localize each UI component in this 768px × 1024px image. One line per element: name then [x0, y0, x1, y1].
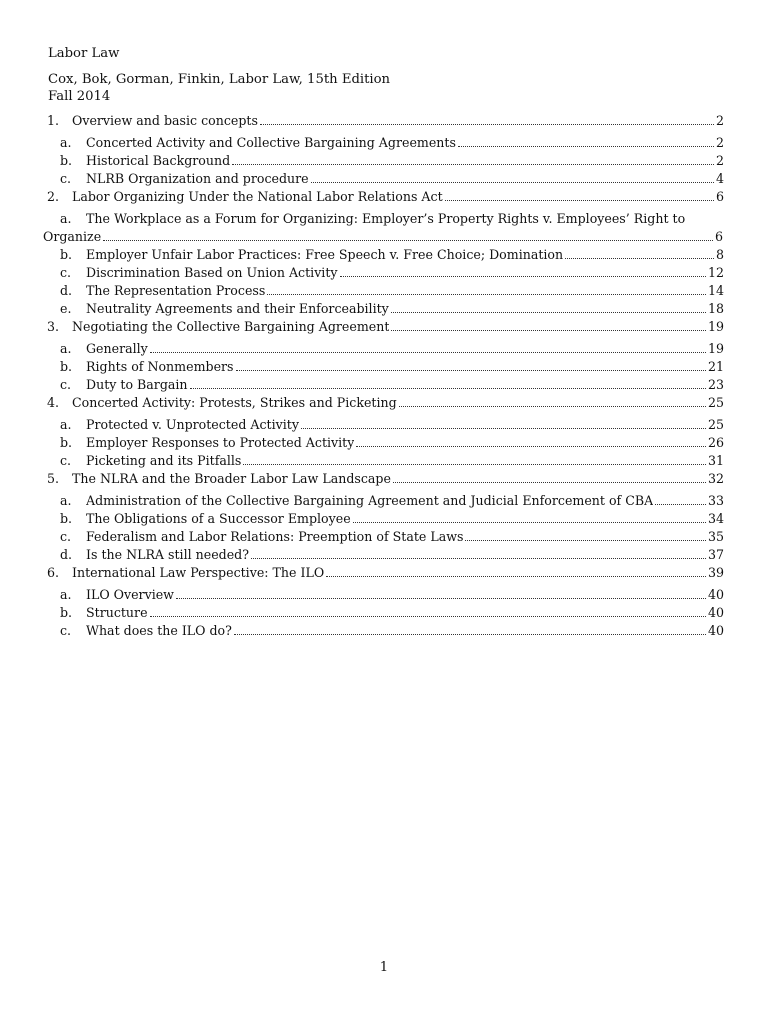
- dot-leader: [103, 240, 713, 241]
- dot-leader: [176, 598, 706, 599]
- toc-page-number: 4: [715, 171, 724, 186]
- toc-page-number: 39: [707, 565, 724, 580]
- toc-title: Overview and basic concepts: [72, 113, 258, 128]
- toc-page-number: 12: [707, 265, 724, 280]
- toc-page-number: 14: [707, 283, 724, 298]
- toc-label: b.: [60, 605, 73, 620]
- toc-label: b.: [60, 511, 73, 526]
- toc-page-number: 2: [715, 153, 724, 168]
- toc-label: b.: [60, 359, 73, 374]
- toc-page-number: 23: [707, 377, 724, 392]
- toc-label: 2.: [47, 189, 60, 204]
- toc-page-number: 32: [707, 471, 724, 486]
- toc-subsection[interactable]: [44, 340, 724, 358]
- toc-label: d.: [60, 547, 73, 562]
- toc-subsection[interactable]: [44, 492, 724, 510]
- toc-page-number: 31: [707, 453, 724, 468]
- toc-subsection[interactable]: [44, 546, 724, 564]
- dot-leader: [391, 312, 706, 313]
- dot-leader: [356, 446, 706, 447]
- toc-page-number: 8: [715, 247, 724, 262]
- toc-page-number: 2: [715, 113, 724, 128]
- toc-subsection[interactable]: [44, 246, 724, 264]
- toc-page-number: 37: [707, 547, 724, 562]
- toc-page-number: 25: [707, 395, 724, 410]
- toc-subsection[interactable]: [44, 134, 724, 152]
- toc-subsection[interactable]: [44, 434, 724, 452]
- toc-subsection[interactable]: [44, 452, 724, 470]
- toc-section[interactable]: [44, 318, 724, 336]
- toc-title: Administration of the Collective Bargaining Agreement and Judicial Enforcement of CBA: [86, 493, 654, 508]
- toc-title: Duty to Bargain: [86, 377, 188, 392]
- toc-label: c.: [60, 377, 72, 392]
- dot-leader: [251, 558, 706, 559]
- course-title: Labor Law: [48, 46, 120, 61]
- toc-title: Employer Responses to Protected Activity: [86, 435, 355, 450]
- dot-leader: [391, 330, 706, 331]
- toc-title-continuation: Organize: [43, 229, 102, 244]
- toc-section[interactable]: [44, 112, 724, 130]
- toc-title: Historical Background: [86, 153, 231, 168]
- toc-subsection[interactable]: [44, 152, 724, 170]
- toc-label: c.: [60, 453, 72, 468]
- dot-leader: [243, 464, 706, 465]
- toc-label: a.: [60, 341, 72, 356]
- toc-title: Concerted Activity and Collective Bargaining Agreements: [86, 135, 456, 150]
- toc-page-number: 40: [707, 623, 724, 638]
- dot-leader: [465, 540, 706, 541]
- toc-title: What does the ILO do?: [86, 623, 232, 638]
- toc-label: c.: [60, 265, 72, 280]
- toc-title: Rights of Nonmembers: [86, 359, 234, 374]
- toc-subsection[interactable]: [44, 300, 724, 318]
- toc-page-number: 19: [707, 341, 724, 356]
- toc-page-number: 40: [707, 605, 724, 620]
- toc-subsection[interactable]: [44, 604, 724, 622]
- toc-label: b.: [60, 153, 73, 168]
- dot-leader: [267, 294, 706, 295]
- toc-title: Employer Unfair Labor Practices: Free Speech v. Free Choice; Domination: [86, 247, 564, 262]
- toc-title: The Workplace as a Forum for Organizing: Employer’s Property Rights v. Employees’ Right to: [86, 211, 686, 226]
- toc-title: Structure: [86, 605, 148, 620]
- toc-title: International Law Perspective: The ILO: [72, 565, 325, 580]
- casebook-citation: Cox, Bok, Gorman, Finkin, Labor Law, 15th Edition: [48, 72, 391, 87]
- toc-page-number: 40: [707, 587, 724, 602]
- toc-subsection[interactable]: [44, 282, 724, 300]
- toc-subsection[interactable]: [44, 416, 724, 434]
- toc-label: a.: [60, 493, 72, 508]
- toc-page-number: 26: [707, 435, 724, 450]
- toc-section[interactable]: [44, 394, 724, 412]
- toc-label: c.: [60, 529, 72, 544]
- toc-title: ILO Overview: [86, 587, 174, 602]
- toc-subsection[interactable]: [44, 210, 724, 246]
- toc-title: Discrimination Based on Union Activity: [86, 265, 338, 280]
- dot-leader: [445, 200, 714, 201]
- toc-subsection[interactable]: [44, 264, 724, 282]
- dot-leader: [353, 522, 706, 523]
- dot-leader: [150, 352, 706, 353]
- toc-page-number: 6: [714, 229, 723, 244]
- dot-leader: [655, 504, 706, 505]
- dot-leader: [236, 370, 706, 371]
- dot-leader: [260, 124, 714, 125]
- toc-label: a.: [60, 587, 72, 602]
- toc-title: Generally: [86, 341, 148, 356]
- dot-leader: [232, 164, 714, 165]
- toc-subsection[interactable]: [44, 528, 724, 546]
- toc-page-number: 6: [715, 189, 724, 204]
- toc-title: The NLRA and the Broader Labor Law Landscape: [72, 471, 391, 486]
- toc-label: 4.: [47, 395, 60, 410]
- dot-leader: [565, 258, 714, 259]
- toc-page-number: 33: [707, 493, 724, 508]
- toc-title: Protected v. Unprotected Activity: [86, 417, 299, 432]
- toc-page-number: 19: [707, 319, 724, 334]
- toc-title: Negotiating the Collective Bargaining Agreement: [72, 319, 390, 334]
- toc-title: The Representation Process: [86, 283, 266, 298]
- toc-subsection[interactable]: [44, 510, 724, 528]
- toc-page-number: 25: [707, 417, 724, 432]
- toc-label: 5.: [47, 471, 60, 486]
- toc-title: Is the NLRA still needed?: [86, 547, 249, 562]
- toc-label: 6.: [47, 565, 60, 580]
- toc-page-number: 35: [707, 529, 724, 544]
- dot-leader: [393, 482, 706, 483]
- toc-label: a.: [60, 135, 72, 150]
- toc-section[interactable]: [44, 188, 724, 206]
- toc-subsection[interactable]: [44, 622, 724, 640]
- toc-subsection[interactable]: [44, 170, 724, 188]
- toc-label: c.: [60, 171, 72, 186]
- toc-label: e.: [60, 301, 72, 316]
- toc-section[interactable]: [44, 470, 724, 488]
- toc-subsection[interactable]: [44, 358, 724, 376]
- toc-title: NLRB Organization and procedure: [86, 171, 309, 186]
- dot-leader: [399, 406, 706, 407]
- dot-leader: [340, 276, 706, 277]
- term: Fall 2014: [48, 89, 111, 104]
- toc-label: b.: [60, 247, 73, 262]
- toc-title: The Obligations of a Successor Employee: [86, 511, 351, 526]
- toc-page-number: 21: [707, 359, 724, 374]
- dot-leader: [301, 428, 706, 429]
- dot-leader: [190, 388, 706, 389]
- toc-label: 1.: [47, 113, 60, 128]
- toc-label: a.: [60, 417, 72, 432]
- dot-leader: [326, 576, 706, 577]
- dot-leader: [234, 634, 706, 635]
- toc-label: c.: [60, 623, 72, 638]
- toc-subsection[interactable]: [44, 376, 724, 394]
- toc-label: d.: [60, 283, 73, 298]
- toc-label: 3.: [47, 319, 60, 334]
- dot-leader: [311, 182, 714, 183]
- page-number: 1: [379, 960, 389, 975]
- toc-label: a.: [60, 211, 72, 226]
- toc-page-number: 34: [707, 511, 724, 526]
- toc-title: Neutrality Agreements and their Enforceability: [86, 301, 389, 316]
- toc-title: Picketing and its Pitfalls: [86, 453, 242, 468]
- dot-leader: [150, 616, 706, 617]
- toc-subsection[interactable]: [44, 586, 724, 604]
- toc-page-number: 18: [707, 301, 724, 316]
- toc-title: Federalism and Labor Relations: Preemption of State Laws: [86, 529, 464, 544]
- toc-page-number: 2: [715, 135, 724, 150]
- toc-title: Concerted Activity: Protests, Strikes and Picketing: [72, 395, 397, 410]
- toc-section[interactable]: [44, 564, 724, 582]
- toc-label: b.: [60, 435, 73, 450]
- toc-title: Labor Organizing Under the National Labor Relations Act: [72, 189, 443, 204]
- dot-leader: [458, 146, 714, 147]
